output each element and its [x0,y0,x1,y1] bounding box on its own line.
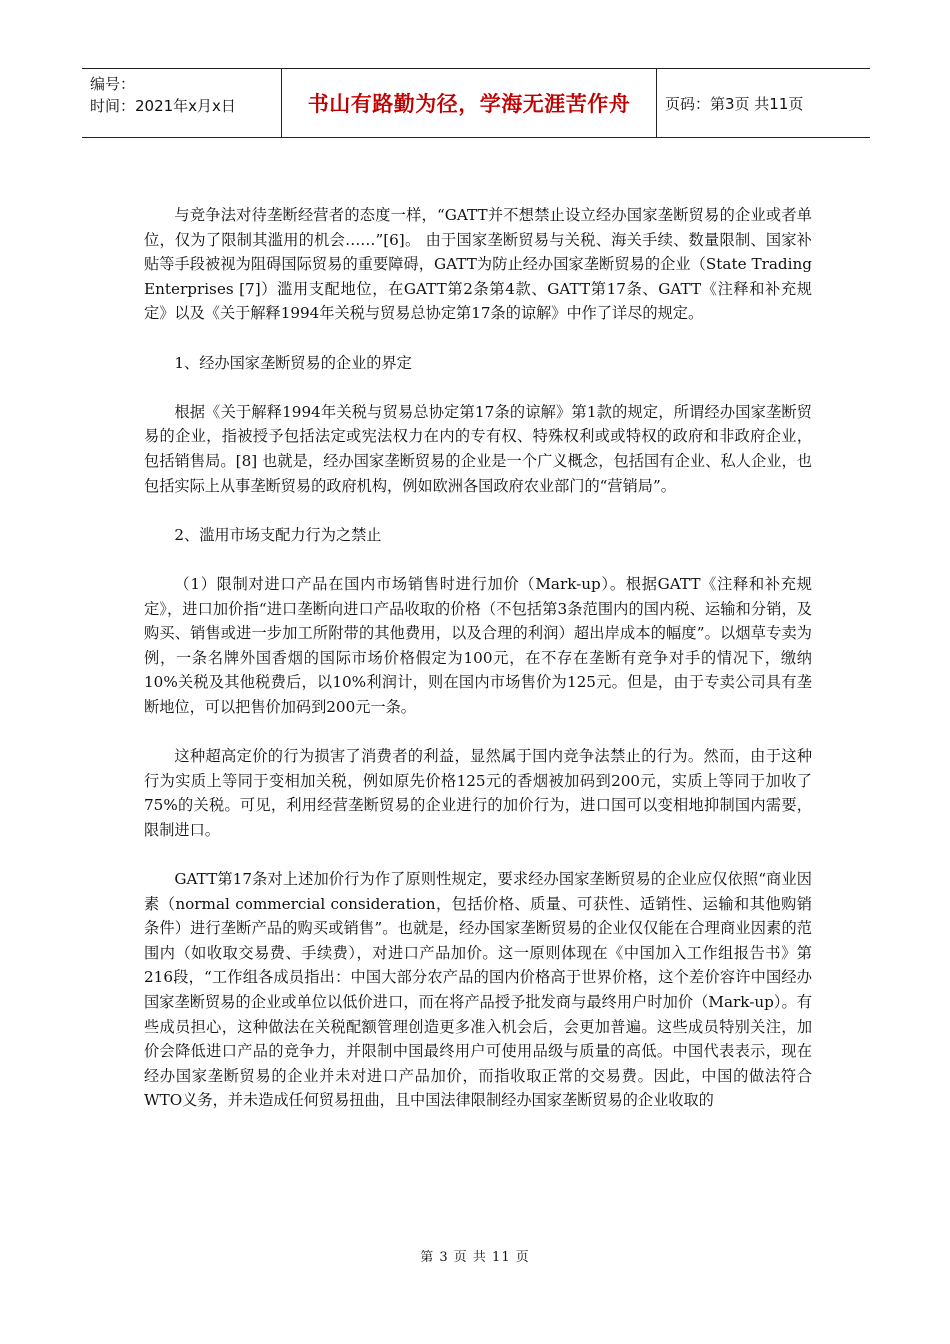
section-heading: 1、经办国家垄断贸易的企业的界定 [174,353,412,372]
document-body [144,203,812,1138]
paragraph: 根据《关于解释1994年关税与贸易总协定第17条的谅解》第1款的规定，所谓经办国家垄断贸易的企业，指被授予包括法定或宪法权力在内的专有权、特殊权利或或特权的政府和非政府企业，包括销售局。[8] 也就是，经办国家垄断贸易的企业是一个广义概念，包括国有企业、私人企业，也包括实际上从事垄断贸易的政府机构，例如欧洲各国政府农业部门的“营销局”。 [144,402,812,495]
page-header [82,68,870,138]
paragraph: GATT第17条对上述加价行为作了原则性规定，要求经办国家垄断贸易的企业应仅依照“商业因素（normal commercial consideration，包括价格、质量、可获性、适销性、运输和其他购销条件）进行垄断产品的购买或销售”。也就是，经办国家垄断贸易的企业仅仅能在合理商业因素的范围内（如收取交易费、手续费），对进口产品加价。这一原则体现在《中国加入工作组报告书》第216段，“工作组各成员指出：中国大部分农产品的国内价格高于世界价格，这个差价容许中国经办国家垄断贸易的企业或单位以低价进口，而在将产品授予批发商与最终用户时加价（Mark-up）。有些成员担心，这种做法在关税配额管理创造更多准入机会后，会更加普遍。这些成员特别关注，加价会降低进口产品的竞争力，并限制中国最终用户可使用品级与质量的高低。中国代表表示，现在经办国家垄断贸易的企业并未对进口产品加价，而指收取正常的交易费。因此，中国的做法符合WTO义务，并未造成任何贸易扭曲，且中国法律限制经办国家垄断贸易的企业收取的 [144,870,812,1110]
paragraph: 这种超高定价的行为损害了消费者的利益，显然属于国内竞争法禁止的行为。然而，由于这种行为实质上等同于变相加关税，例如原先价格125元的香烟被加码到200元，实质上等同于加收了75%的关税。可见，利用经营垄断贸易的企业进行的加价行为，进口国可以变相地抑制国内需要，限制进口。 [144,747,812,839]
paragraph: （1）限制对进口产品在国内市场销售时进行加价（Mark-up）。根据GATT《注释和补充规定》，进口加价指“进口垄断向进口产品收取的价格（不包括第3条范围内的国内税、运输和分销，及购买、销售或进一步加工所附带的其他费用，以及合理的利润）超出岸成本的幅度”。以烟草专卖为例，一条名牌外国香烟的国际市场价格假定为100元，在不存在垄断有竞争对手的情况下，缴纳10%关税及其他税费后，以10%利润计，则在国内市场售价为125元。但是，由于专卖公司具有垄断地位，可以把售价加码到200元一条。 [144,574,812,716]
paragraph: 与竞争法对待垄断经营者的态度一样，“GATT并不想禁止设立经办国家垄断贸易的企业或者单位，仅为了限制其滥用的机会……”[6]。 由于国家垄断贸易与关税、海关手续、数量限制、国家补贴等手段被视为阻碍国际贸易的重要障碍，GATT为防止经办国家垄断贸易的企业（State Trading Enterprises [7]）滥用支配地位，在GATT第2条第4款、GATT第17条、GATT《注释和补充规定》以及《关于解释1994年关税与贸易总协定第17条的谅解》中作了详尽的规定。 [144,206,812,323]
header-meta [82,69,282,137]
document-number-label: 编号： [90,75,136,93]
header-page-info-cell [657,69,870,137]
page-footer: 第 3 页 共 11 页 [420,1250,530,1265]
document-date: 时间：2021年x月x日 [90,97,236,115]
section-heading: 2、滥用市场支配力行为之禁止 [174,525,382,544]
header-motto: 书山有路勤为径，学海无涯苦作舟 [307,92,631,116]
header-page-info: 页码：第3页 共11页 [665,94,804,113]
header-motto-cell [282,69,657,137]
